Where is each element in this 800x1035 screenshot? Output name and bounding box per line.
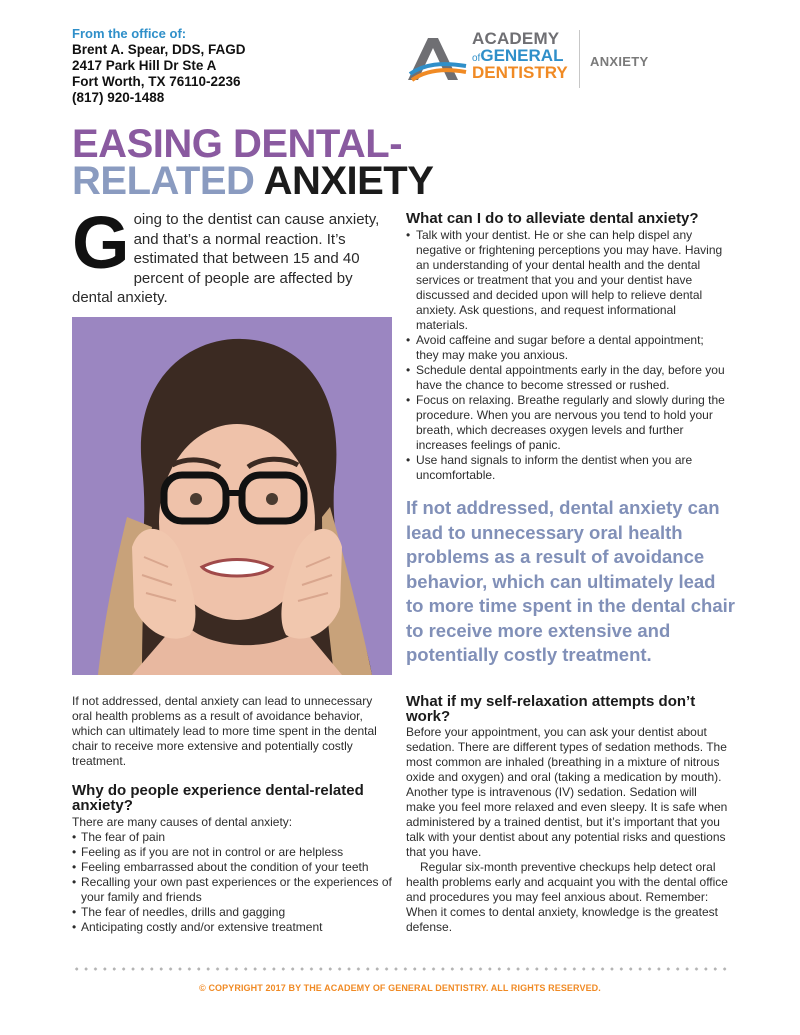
office-from-label: From the office of: (72, 26, 187, 41)
office-address-line1: 2417 Park Hill Dr Ste A (72, 58, 217, 73)
list-item: • Use hand signals to inform the dentist when you are uncomfortable. (406, 453, 728, 483)
dotted-divider (72, 966, 732, 972)
list-item: • The fear of pain (72, 830, 392, 845)
causes-list (72, 830, 392, 935)
agd-logo (406, 30, 576, 88)
logo-of: of (472, 53, 481, 64)
list-item: • Feeling embarrassed about the condition of your teeth (72, 860, 392, 875)
copyright-footer: © COPYRIGHT 2017 BY THE ACADEMY OF GENERAL DENTISTRY. ALL RIGHTS RESERVED. (199, 983, 601, 993)
drop-cap: G (72, 201, 130, 284)
intro-text: oing to the dentist can cause anxiety, and that’s a normal reaction. It’s estimated that between 15 and 40 percent of people are affected by dental anxiety. (72, 211, 380, 306)
list-item: • Feeling as if you are not in control or are helpless (72, 845, 392, 860)
why-lead: There are many causes of dental anxiety: (72, 815, 293, 829)
list-item: • Schedule dental appointments early in the day, before you have the chance to become stressed or rushed. (406, 363, 728, 393)
agd-logo-mark-icon (406, 36, 468, 82)
pull-quote: If not addressed, dental anxiety can lead to unnecessary oral health problems as a result of avoidance behavior, which can ultimately lead to more time spent in the dental chair to receive more extensive and potentially costly treatment. (406, 497, 735, 665)
title-part2: RELATED (72, 159, 255, 203)
alleviate-list (406, 228, 728, 483)
relax-paragraph-2: Regular six-month preventive checkups help detect oral health problems early and acquaint you with the dental office and procedures you may feel anxious about. Remember: When it comes to dental anxiety, knowledge is the greatest defense. (406, 860, 728, 934)
title-part1: EASING DENTAL- (72, 122, 403, 166)
office-phone: (817) 920-1488 (72, 90, 165, 105)
relax-section (406, 725, 728, 935)
list-item: • Anticipating costly and/or extensive treatment (72, 920, 392, 935)
dentist-name: Brent A. Spear, DDS, FAGD (72, 42, 246, 57)
office-contact-block (72, 26, 246, 106)
page-title (72, 122, 434, 203)
list-item: • Talk with your dentist. He or she can help dispel any negative or frightening perceptions you may have. Having an understanding of your dental health and the dental services or treatment that you and your dentist have discussed and decided upon will help to relieve dental anxiety. Ask questions, and request informational materials. (406, 228, 728, 333)
anxious-woman-illustration-icon (72, 317, 392, 675)
title-part3: ANXIETY (263, 159, 434, 203)
office-address-line2: Fort Worth, TX 76110-2236 (72, 74, 241, 89)
alleviate-heading: What can I do to alleviate dental anxiety? (406, 210, 699, 227)
logo-line-dentistry: DENTISTRY (472, 63, 568, 82)
header-divider (579, 30, 580, 88)
relax-heading: What if my self-relaxation attempts don’t work? (406, 693, 696, 725)
why-section (72, 815, 392, 935)
list-item: • The fear of needles, drills and gagging (72, 905, 392, 920)
logo-general-word: GENERAL (480, 46, 564, 65)
list-item: • Focus on relaxing. Breathe regularly and slowly during the procedure. When you are nervous you tend to hold your breath, which decreases oxygen levels and further increases feelings of panic. (406, 393, 728, 453)
list-item: • Avoid caffeine and sugar before a dental appointment; they may make you anxious. (406, 333, 728, 363)
why-heading: Why do people experience dental-related anxiety? (72, 782, 364, 814)
list-item: • Recalling your own past experiences or the experiences of your family and friends (72, 875, 392, 905)
left-summary-paragraph: If not addressed, dental anxiety can lead to unnecessary oral health problems as a result of avoidance behavior, which can ultimately lead to more time spent in the dental chair to receive more extensive and potentially costly treatment. (72, 694, 377, 768)
relax-paragraph-1: Before your appointment, you can ask your dentist about sedation. There are different types of sedation methods. The most common are inhaled (breathing in a mixture of nitrous oxide and oxygen) and oral (taking a medication by mouth). Another type is intravenous (IV) sedation. Sedation will make you feel more relaxed and even sleepy. It is safe when administered by a trained dentist, but it’s important that you talk with your dentist about any potential risks and questions that you have. (406, 725, 728, 859)
anxious-woman-photo (72, 317, 392, 675)
topic-label: ANXIETY (590, 54, 649, 69)
intro-paragraph (72, 201, 382, 308)
logo-line-academy: ACADEMY (472, 29, 560, 48)
alleviate-section (406, 228, 728, 483)
